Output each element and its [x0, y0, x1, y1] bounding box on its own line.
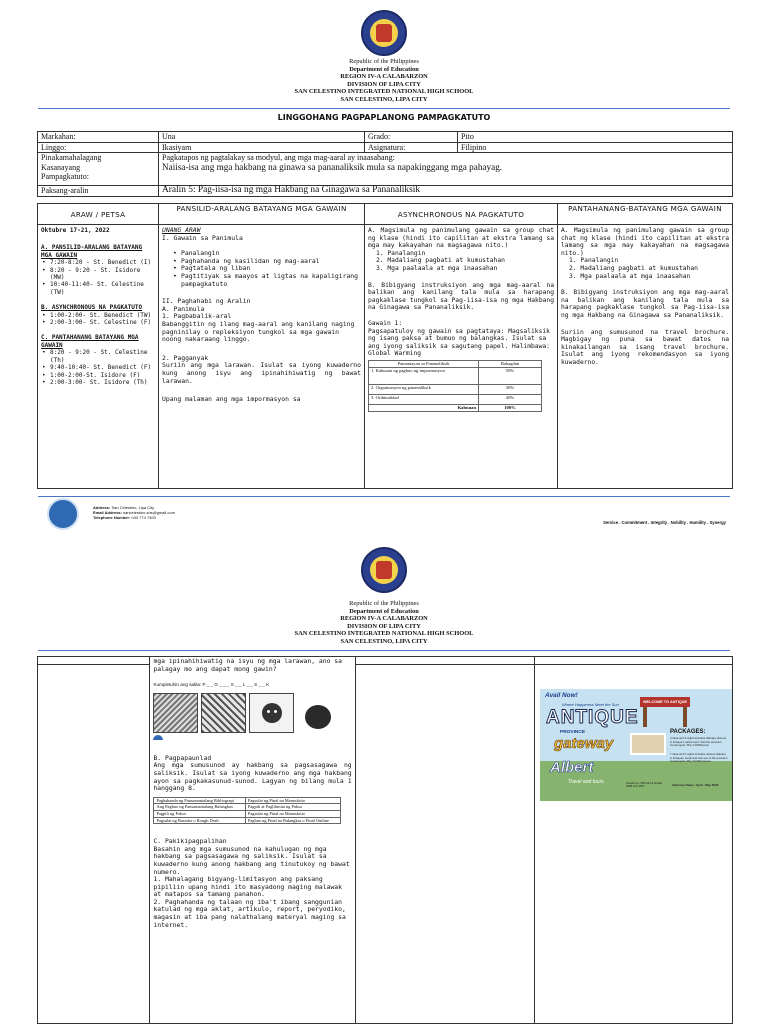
linggo-label: Linggo:: [38, 142, 159, 153]
hakbang-cell: Pagbuo ng Pinal na Balangkas o Final Outline: [245, 817, 341, 824]
gawain-1-text: Pagsapatuloy ng gawain sa pagtataya: Magsaliksik ng isang paksa at bumuo ng balangkas. Isulat sa ang iyong saliksik sa sagutang papel. Halimbawa: Global Warming: [368, 327, 550, 358]
unang-araw: UNANG ARAW: [162, 226, 201, 234]
header-school: SAN CELESTINO INTEGRATED NATIONAL HIGH SCHOOL: [294, 88, 474, 96]
empty-cell: [38, 657, 150, 665]
brochure-contact: Telephone: 555-42-12 Mobile: 0999 123 4567: [626, 781, 664, 789]
pagpapaunlad-text: Ang mga sumusunod ay hakbang sa pagsasagawa ng saliksik. Isulat sa iyong kuwaderno ang mga hakbang ayon sa pagkakasunud-sunod. Lagyan ng bilang mula 1 hanggang 8.: [153, 761, 352, 793]
activities-table-continued: [37, 656, 733, 1024]
async-a-item: 2. Madaliang pagbati at kumustahan: [376, 257, 505, 265]
home-a-text: A. Magsimula ng panimulang gawain sa group chat ng klase (hindi ito capilitan at ekstra lamang sa mga may kakayahan na magsagawa nito.): [561, 227, 729, 257]
empty-cell: [355, 665, 534, 1024]
flood-street-image: [153, 693, 198, 733]
kumpletuhin-text: Kumpletuhin ang salita: P _ _ G _ _ _ S _ _ L _ _ S _ _ K: [153, 682, 270, 688]
pagpapaunlad-title: B. Pagpapaunlad: [153, 753, 212, 762]
footer-email-label: Email Address:: [93, 510, 122, 515]
schedule-b-item: • 1:00-2:00- St. Benedict (TW): [41, 312, 155, 319]
rubric-head: Pamantayan sa Pananaliksik: [369, 360, 479, 367]
brochure-tagline: Where Happiness Meet the Sun: [562, 702, 619, 707]
issue-images: [153, 693, 351, 741]
brochure-arch-left: [643, 707, 647, 727]
footer-tel: 043 774 7393: [131, 515, 156, 520]
home-a-item: 2. Madaliang pagbati at kumustahan: [569, 264, 698, 272]
header-republic: Republic of the Philippines: [349, 600, 419, 607]
brochure-arch-right: [683, 707, 687, 727]
layunin-text: Naiisa-isa ang mga hakbang na ginawa sa pananaliksik mula sa napakinggang mga pahayag.: [162, 161, 503, 172]
rubric-table: [368, 360, 542, 412]
schedule-a-item: • 10:40-11:40- St. Celestine (TW): [41, 281, 155, 296]
hakbang-cell: Pagsulat ng Pinal na Manuskrito: [245, 797, 341, 804]
header-divider: [38, 108, 730, 109]
markahan-label: Markahan:: [38, 132, 159, 143]
rubric-percent: 30%: [479, 384, 542, 394]
grado-label: Grado:: [365, 132, 458, 143]
pansilid-cell: [159, 225, 365, 489]
asynchronous-cell: [365, 225, 558, 489]
hakbang-cell: Pagsulat ng Pinal na Manuskrito: [245, 810, 341, 817]
empty-cell: [355, 657, 534, 665]
rubric-criterion: 3. Orihinalidad: [369, 394, 479, 404]
col-asynchronous: ASYNCHRONOUS NA PAGKATUTO: [365, 204, 558, 225]
rubric-percent: 50%: [479, 367, 542, 384]
header-address: SAN CELESTINO, LIPA CITY: [340, 637, 428, 645]
brochure-package-2: 7 days and 6 nights includes various delicacy in Antiques. Hotel and free use of the premium tourist spots. Php 10,000 /person: [670, 752, 728, 764]
pakikipagpalihan-item: 2. Paghahanda ng talaan ng iba't ibang sanggunian katulad ng mga aklat, artikulo, report, peryodiko, magasin at iba pang nalathalang materyal maging sa internet.: [153, 897, 346, 929]
panimula-item: • Panalangin: [172, 250, 361, 258]
header-region: REGION IV-A CALABARZON: [340, 615, 428, 623]
markahan-value: Una: [159, 132, 365, 143]
pakikipagpalihan-item: 1. Mahalagang bigyang-limitasyon ang paksang pipiliin upang hindi ito masyadong maging malawak at matapos sa tamang panahon.: [153, 875, 342, 899]
async-b-text: B. Bibigyang instruksiyon ang mga mag-aaral na balikan ang kanilang tala mula sa harapang pagkaklase tungkol sa Pag-iisa-isa ng mga Hakbang na Ginagawa sa Pananaliksik.: [368, 281, 554, 312]
activities-table: [37, 203, 733, 489]
schedule-b-title: B. ASYNCHRONOUS NA PAGKATUTO: [41, 304, 143, 312]
pagkatapos-text: Pagkatapos ng pagtalakay sa modyul, ang mga mag-aaral ay inaasahang:: [162, 153, 395, 163]
header-division: DIVISION OF LIPA CITY: [347, 80, 421, 88]
pakikipagpalihan-text: Basahin ang mga sumusunod na kahulugan ng mga hakbang sa pagsasagawa ng saliksik. Isulat sa kuwaderno kung anong hakbang ang tinutukoy ng bawat numero.: [153, 844, 350, 876]
header-school: SAN CELESTINO INTEGRATED NATIONAL HIGH SCHOOL: [294, 630, 474, 638]
home-b-text: B. Bibigyang instruksiyon ang mga mag-aaral na balikan ang kanilang tala mula sa harapang pagkaklase tungkol sa Pag-iisa-isa ng mga Hakbang na Ginagawa sa Pananaliksik.: [561, 289, 729, 319]
travel-brochure-image: [540, 689, 732, 801]
header-division: DIVISION OF LIPA CITY: [347, 622, 421, 630]
asignatura-value: Filipino: [458, 142, 733, 153]
pagganyak-text: Suriin ang mga larawan. Isulat sa iyong kuwaderno kung anong isyu ang ipinahihiwatig ng bawat larawan.: [162, 361, 361, 385]
footer-tel-label: Telephone Number:: [93, 515, 131, 520]
school-logo-footer: [47, 498, 79, 530]
larawan-question: mga ipinahihiwatig na isyu ng mga larawan, ano sa palagay mo ang dapat mong gawin?: [153, 657, 342, 673]
meta-table: [37, 131, 733, 197]
header-divider: [38, 650, 730, 651]
date-range: Oktubre 17-21, 2022: [41, 227, 110, 234]
hakbang-cell: Ang Pagbuo ng Pansamantalang Balangkas: [154, 804, 245, 811]
schedule-c-item: • 8:20 - 9:20 - St. Celestine (Th): [41, 349, 155, 364]
rubric-total-label: Kabuuan: [369, 404, 479, 411]
home-a-item: 3. Mga paalaala at mga inaasahan: [569, 272, 691, 280]
gawain-sa-panimula: I. Gawain sa Panimula: [162, 233, 243, 242]
gawain-1-title: Gawain 1:: [368, 319, 403, 327]
upang-text: Upang malaman ang mga impormasyon sa: [162, 395, 301, 404]
rubric-percent: 40%: [479, 394, 542, 404]
mele-label-2: Kasanayang: [41, 162, 81, 172]
brochure-gateway: gateway: [554, 735, 614, 752]
panimula-item: • Pagtatala ng liban: [172, 265, 361, 273]
paksa-value: Aralin 5: Pag-iisa-isa ng mga Hakbang na Ginagawa sa Pananaliksik: [159, 186, 733, 197]
rubric-criterion: 1. Kabuuan ng pagbuo ng impormasyon: [369, 367, 479, 384]
brochure-province: PROVINCE: [560, 730, 586, 735]
home-suriin-text: Suriin ang sumusunod na travel brochure. Magbigay ng puna sa bawat datos na kinakailangan sa isang travel brochure. Isulat ang iyong rekomendasyon sa iyong kuwaderno.: [561, 328, 729, 366]
schedule-b-item: • 2:00-3:00- St. Celestine (F): [41, 319, 155, 326]
deped-seal-logo: [361, 10, 407, 56]
footer-divider: [38, 496, 730, 497]
brochure-package-1: 4 days and 3 nights includes delicacy dinners in Antique's native food. Visit the precious tourist spots. Php 4,000/Person: [670, 736, 727, 748]
virus-image: [249, 693, 294, 733]
footer-address: San Celestino, Lipa City: [111, 505, 155, 510]
pansilid-cell-continued: [150, 657, 355, 1024]
async-a-text: A. Magsimula ng panimulang gawain sa group chat ng klase (hindi ito capilitan at ekstra lamang sa mga may kakayahan na magsagawa nito.): [368, 227, 554, 250]
brochure-welcome-sign: WELCOME TO ANTIQUE: [640, 697, 690, 707]
header-republic: Republic of the Philippines: [349, 58, 419, 65]
linggo-value: Ikasiyam: [159, 142, 365, 153]
header-department: Department of Education: [349, 65, 419, 73]
schedule-cell: [38, 225, 159, 489]
mele-value-cell: [159, 153, 733, 186]
schedule-a-title: A. PANSILID-ARALANG BATAYANG MGA GAWAIN: [41, 244, 143, 259]
rubric-head: Bahagdan: [479, 360, 542, 367]
panimula-item: • Paghahanda ng kasilidan ng mag-aaral: [172, 258, 361, 266]
blue-shape-image: [153, 735, 163, 740]
rubric-criterion: 2. Organisasyon ng pananaliksik: [369, 384, 479, 394]
brochure-name: Albert: [550, 759, 594, 776]
footer-motto: Service . Commitment . Integrity . Nobility . Humility . Synergy: [603, 520, 726, 525]
col-pantahanan: PANTAHANANG-BATAYANG MGA GAWAIN: [558, 204, 733, 225]
empty-cell: [38, 665, 150, 1024]
schedule-c-item: • 2:00-3:00- St. Isidore (Th): [41, 379, 155, 386]
async-a-item: 1. Panalangin: [376, 249, 426, 257]
brochure-avail: Avail Now!: [545, 692, 578, 699]
header-department: Department of Education: [349, 607, 419, 615]
pagbabalik-aral-title: 1. Pagbabalik-aral: [162, 312, 232, 321]
schedule-a-item: • 8:20 - 9:20 - St. Isidore (MW): [41, 267, 155, 282]
mele-label-3: Pampagkatuto:: [41, 172, 89, 182]
grado-value: Pito: [458, 132, 733, 143]
mele-label-1: Pinakamahalagang: [41, 153, 102, 163]
home-a-item: 1. Panalangin: [569, 257, 619, 265]
footer-address-label: Address:: [93, 505, 111, 510]
garbage-image: [201, 693, 246, 733]
brochure-cell: [535, 665, 733, 1024]
hakbang-cell: Pagsulat ng Burador o Rough Draft: [154, 817, 245, 824]
hakbang-cell: Paghahanda ng Pansamantalang Bibliograpi: [154, 797, 245, 804]
col-pansilid: PANSILID-ARALANG BATAYANG MGA GAWAIN: [159, 204, 365, 225]
hakbang-cell: Pagpili at Paglilimita ng Paksa: [245, 804, 341, 811]
brochure-packages-title: PACKAGES:: [670, 729, 706, 735]
schedule-c-title: C. PANTAHANANG BATAYANG MGA GAWAIN: [41, 334, 139, 349]
brochure-title: ANTIQUE: [546, 707, 639, 728]
paksa-label: Paksang-aralin: [38, 186, 159, 197]
empty-cell: [535, 657, 733, 665]
async-a-item: 3. Mga paalaala at mga inaasahan: [376, 264, 498, 272]
schedule-c-item: • 9:40-10:40- St. Benedict (F): [41, 364, 155, 371]
mele-label-cell: [38, 153, 159, 186]
deped-seal-logo: [361, 547, 407, 593]
footer-email: sancelestino.shs@gmail.com: [123, 510, 175, 515]
pagbabalik-aral-text: Babanggitin ng ilang mag-aaral ang kanilang naging pagninilay o repleksiyon tungkol sa mga gawain noong nakaraang linggo.: [162, 319, 355, 344]
brochure-photo-food: [630, 733, 666, 755]
schedule-a-item: • 7:20-8:20 - St. Benedict (I): [41, 259, 155, 266]
panimula-item: • Pagtitiyak sa maayos at ligtas na kapaligirang pampagkatuto: [172, 273, 361, 288]
panimula-subtitle: A. Panimula: [162, 304, 205, 313]
paghahabi-title: II. Paghahabi ng Aralin: [162, 297, 251, 306]
pagganyak-title: 2. Pagganyak: [162, 353, 209, 362]
col-araw-petsa: ARAW / PETSA: [38, 204, 159, 225]
pantahanan-cell: [558, 225, 733, 489]
document-title: LINGGOHANG PAGPAPLANONG PAMPAGKATUTO: [277, 113, 491, 122]
header-region: REGION IV-A CALABARZON: [340, 73, 428, 81]
hakbang-cell: Pagpili ng Paksa: [154, 810, 245, 817]
brochure-dates: Inclusive Dates: April - May 2023: [672, 783, 719, 787]
rubric-total-value: 100%: [479, 404, 542, 411]
footer-contact: [93, 505, 175, 520]
pakikipagpalihan-title: C. Pakikipagpalihan: [153, 837, 227, 846]
brochure-sub: Travel and tours: [568, 779, 604, 785]
hakbang-grid: [153, 797, 341, 824]
asignatura-label: Asignatura:: [365, 142, 458, 153]
smoke-image: [297, 693, 342, 733]
schedule-c-item: • 1:00-2:00-St. Isidore (F): [41, 372, 155, 379]
header-address: SAN CELESTINO, LIPA CITY: [340, 95, 428, 103]
